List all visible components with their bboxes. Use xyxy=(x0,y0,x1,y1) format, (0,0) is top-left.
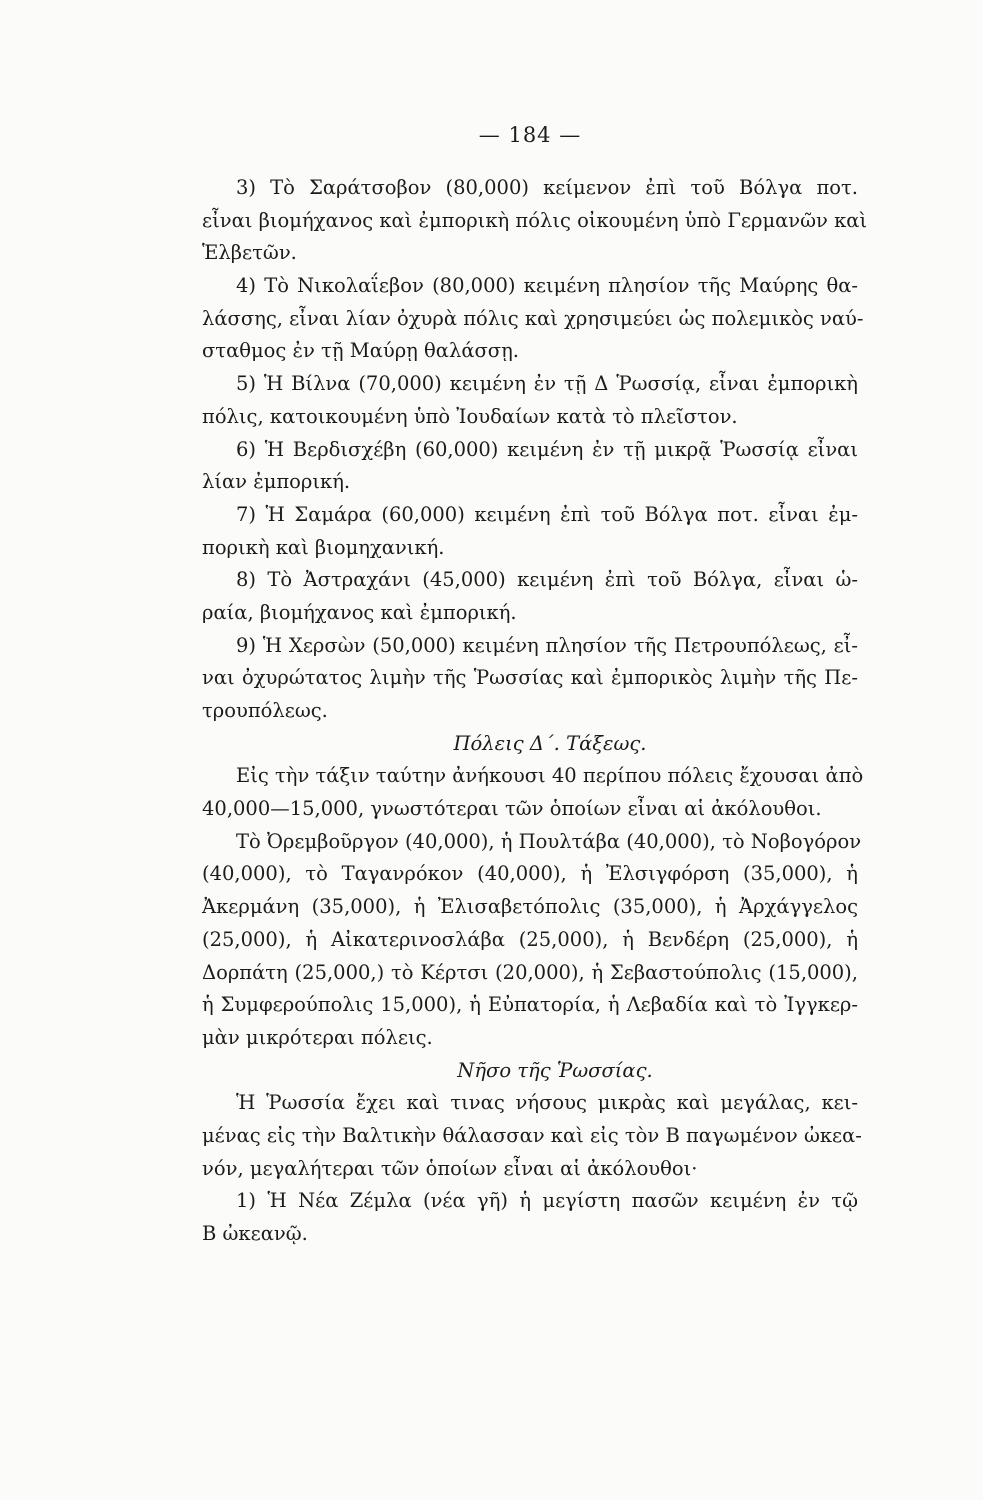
text-line: 6) Ἡ Βερδισχέβη (60,000) κειμένη ἐν τῇ μικρᾷ Ῥωσσίᾳ εἶναι xyxy=(236,437,858,461)
text-line: 9) Ἡ Χερσὼν (50,000) κειμένη πλησίον τῆς Πετρουπόλεως, εἶ- xyxy=(236,633,858,657)
text-line: τρουπόλεως. xyxy=(202,699,328,722)
text-line: εἶναι βιομήχανος καὶ ἐμπορικὴ πόλις οἰκουμένη ὑπὸ Γερμανῶν καὶ xyxy=(202,208,868,232)
text-line: 7) Ἡ Σαμάρα (60,000) κειμένη ἐπὶ τοῦ Βόλγα ποτ. εἶναι ἐμ- xyxy=(236,502,858,526)
text-line: 1) Ἡ Νέα Ζέμλα (νέα γῆ) ἡ μεγίστη πασῶν κειμένη ἐν τῷ xyxy=(236,1189,858,1213)
section-heading: Πόλεις Δ΄. Τάξεως. xyxy=(453,731,647,755)
text-line: 8) Τὸ Ἀστραχάνι (45,000) κειμένη ἐπὶ τοῦ Βόλγα, εἶναι ὡ- xyxy=(236,568,858,592)
text-line: Δορπάτη (25,000,) τὸ Κέρτσι (20,000), ἡ Σεβαστούπολις (15,000), xyxy=(202,960,858,984)
text-line: 4) Τὸ Νικολαΐεβον (80,000) κειμένη πλησίον τῆς Μαύρης θα- xyxy=(236,274,858,298)
text-line: πόλις, κατοικουμένη ὑπὸ Ἰουδαίων κατὰ τὸ πλεῖστον. xyxy=(202,404,738,428)
text-line: Ἀκερμάνη (35,000), ἡ Ἐλισαβετόπολις (35,000), ἡ Ἀρχάγγελος xyxy=(202,895,858,919)
text-line: νόν, μεγαλήτεραι τῶν ὁποίων εἶναι αἱ ἀκόλουθοι· xyxy=(202,1156,698,1180)
text-line: ἡ Συμφερούπολις 15,000), ἡ Εὐπατορία, ἡ Λεβαδία καὶ τὸ Ἰγγκερ- xyxy=(202,993,858,1017)
text-line: λάσσης, εἶναι λίαν ὀχυρὰ πόλις καὶ χρησιμεύει ὡς πολεμικὸς ναύ- xyxy=(202,306,864,330)
text-line: ραία, βιομήχανος καὶ ἐμπορική. xyxy=(202,600,517,624)
text-line: (40,000), τὸ Ταγανρόκον (40,000), ἡ Ἐλσιγφόρση (35,000), ἡ xyxy=(202,862,858,886)
text-line: Ἡ Ῥωσσία ἔχει καὶ τινας νήσους μικρὰς καὶ μεγάλας, κει- xyxy=(236,1091,858,1115)
text-line: σταθμος ἐν τῇ Μαύρῃ θαλάσσῃ. xyxy=(202,339,519,363)
section-heading: Νῆσο τῆς Ῥωσσίας. xyxy=(457,1058,653,1082)
text-line: μένας εἰς τὴν Βαλτικὴν θάλασσαν καὶ εἰς τὸν Β παγωμένον ὠκεα- xyxy=(202,1123,862,1147)
text-line: 5) Ἡ Βίλνα (70,000) κειμένη ἐν τῇ Δ Ῥωσσίᾳ, εἶναι ἐμπορικὴ xyxy=(236,372,858,396)
text-line: πορικὴ καὶ βιομηχανική. xyxy=(202,535,445,559)
text-line: λίαν ἐμπορική. xyxy=(202,470,351,494)
page-number: — 184 — xyxy=(478,123,582,147)
text-line: Εἰς τὴν τάξιν ταύτην ἀνήκουσι 40 περίπου πόλεις ἔχουσαι ἀπὸ xyxy=(236,764,864,788)
text-line: μὰν μικρότεραι πόλεις. xyxy=(202,1025,433,1049)
text-line: ναι ὀχυρώτατος λιμὴν τῆς Ῥωσσίας καὶ ἐμπορικὸς λιμὴν τῆς Πε- xyxy=(202,666,858,690)
text-line: 3) Τὸ Σαράτσοβον (80,000) κείμενον ἐπὶ τοῦ Βόλγα ποτ. xyxy=(236,176,858,199)
page-body xyxy=(202,172,868,1251)
text-line: Ἑλβετῶν. xyxy=(202,241,297,265)
text-line: 40,000—15,000, γνωστότεραι τῶν ὁποίων εἶναι αἱ ἀκόλουθοι. xyxy=(202,797,822,821)
text-line: (25,000), ἡ Αἰκατερινοσλάβα (25,000), ἡ Βενδέρη (25,000), ἡ xyxy=(202,927,858,951)
text-line: Β ὠκεανῷ. xyxy=(202,1222,308,1245)
text-line: Τὸ Ὀρεμβοῦργον (40,000), ἡ Πουλτάβα (40,000), τὸ Νοβογόρον xyxy=(236,829,862,853)
